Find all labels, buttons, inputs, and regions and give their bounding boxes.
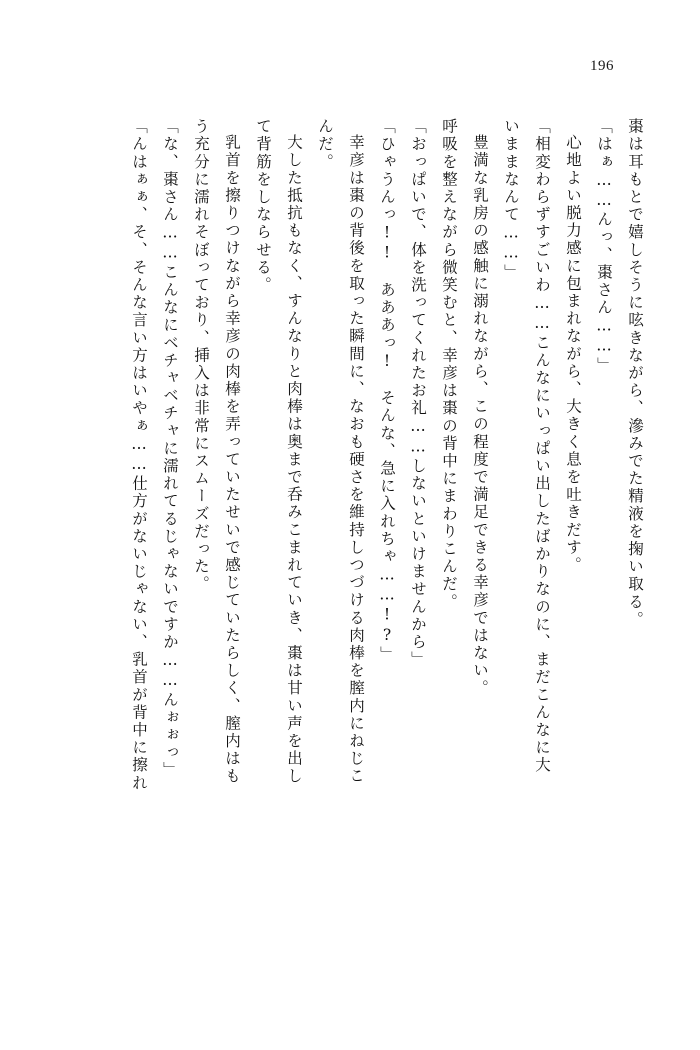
text-line: 心地よい脱力感に包まれながら、大きく息を吐きだす。 — [564, 134, 582, 574]
text-line: 呼吸を整えながら微笑むと、幸彦は棗の背中にまわりこんだ。 — [440, 118, 458, 611]
text-line: 大した抵抗もなく、すんなりと肉棒は奥まで呑みこまれていき、棗は甘い声を出し — [285, 134, 303, 786]
text-line: て背筋をしならせる。 — [254, 118, 272, 294]
text-line: 「ひゃうんっ!! あああっ! そんな、急に入れちゃ……!?」 — [378, 118, 396, 664]
text-line: いままなんて……」 — [502, 118, 520, 282]
text-line: 「な、棗さん……こんなにベチャベチャに濡れてるじゃないですか……んぉぉっ」 — [161, 118, 179, 780]
text-line: 棗は耳もとで嬉しそうに呟きながら、滲みでた精液を掬い取る。 — [626, 118, 644, 629]
text-line: 「はぁ……んっ、棗さん……」 — [595, 118, 613, 375]
vertical-text-body — [58, 118, 642, 998]
text-line: 「おっぱいで、体を洗ってくれたお礼……しないといけませんから」 — [409, 118, 427, 669]
text-line: 幸彦は棗の背後を取った瞬間に、なおも硬さを維持しつづける肉棒を膣内にねじこ — [347, 134, 365, 786]
text-line: 「んはぁぁ、そ、そんな言い方はいやぁ……仕方がないじゃない、乳首が背中に擦れ — [130, 118, 148, 792]
text-line: 豊満な乳房の感触に溺れながら、この程度で満足できる幸彦ではない。 — [471, 134, 489, 698]
page-number: 196 — [590, 58, 614, 74]
text-line: んだ。 — [316, 118, 334, 171]
text-line: 「相変わらずすごいわ……こんなにいっぱい出したばかりなのに、まだこんなに大 — [533, 118, 551, 775]
text-line: う充分に濡れそぼっており、挿入は非常にスムーズだった。 — [192, 118, 210, 594]
text-line: 乳首を擦りつけながら幸彦の肉棒を弄っていたせいで感じていたらしく、膣内はも — [223, 134, 241, 786]
